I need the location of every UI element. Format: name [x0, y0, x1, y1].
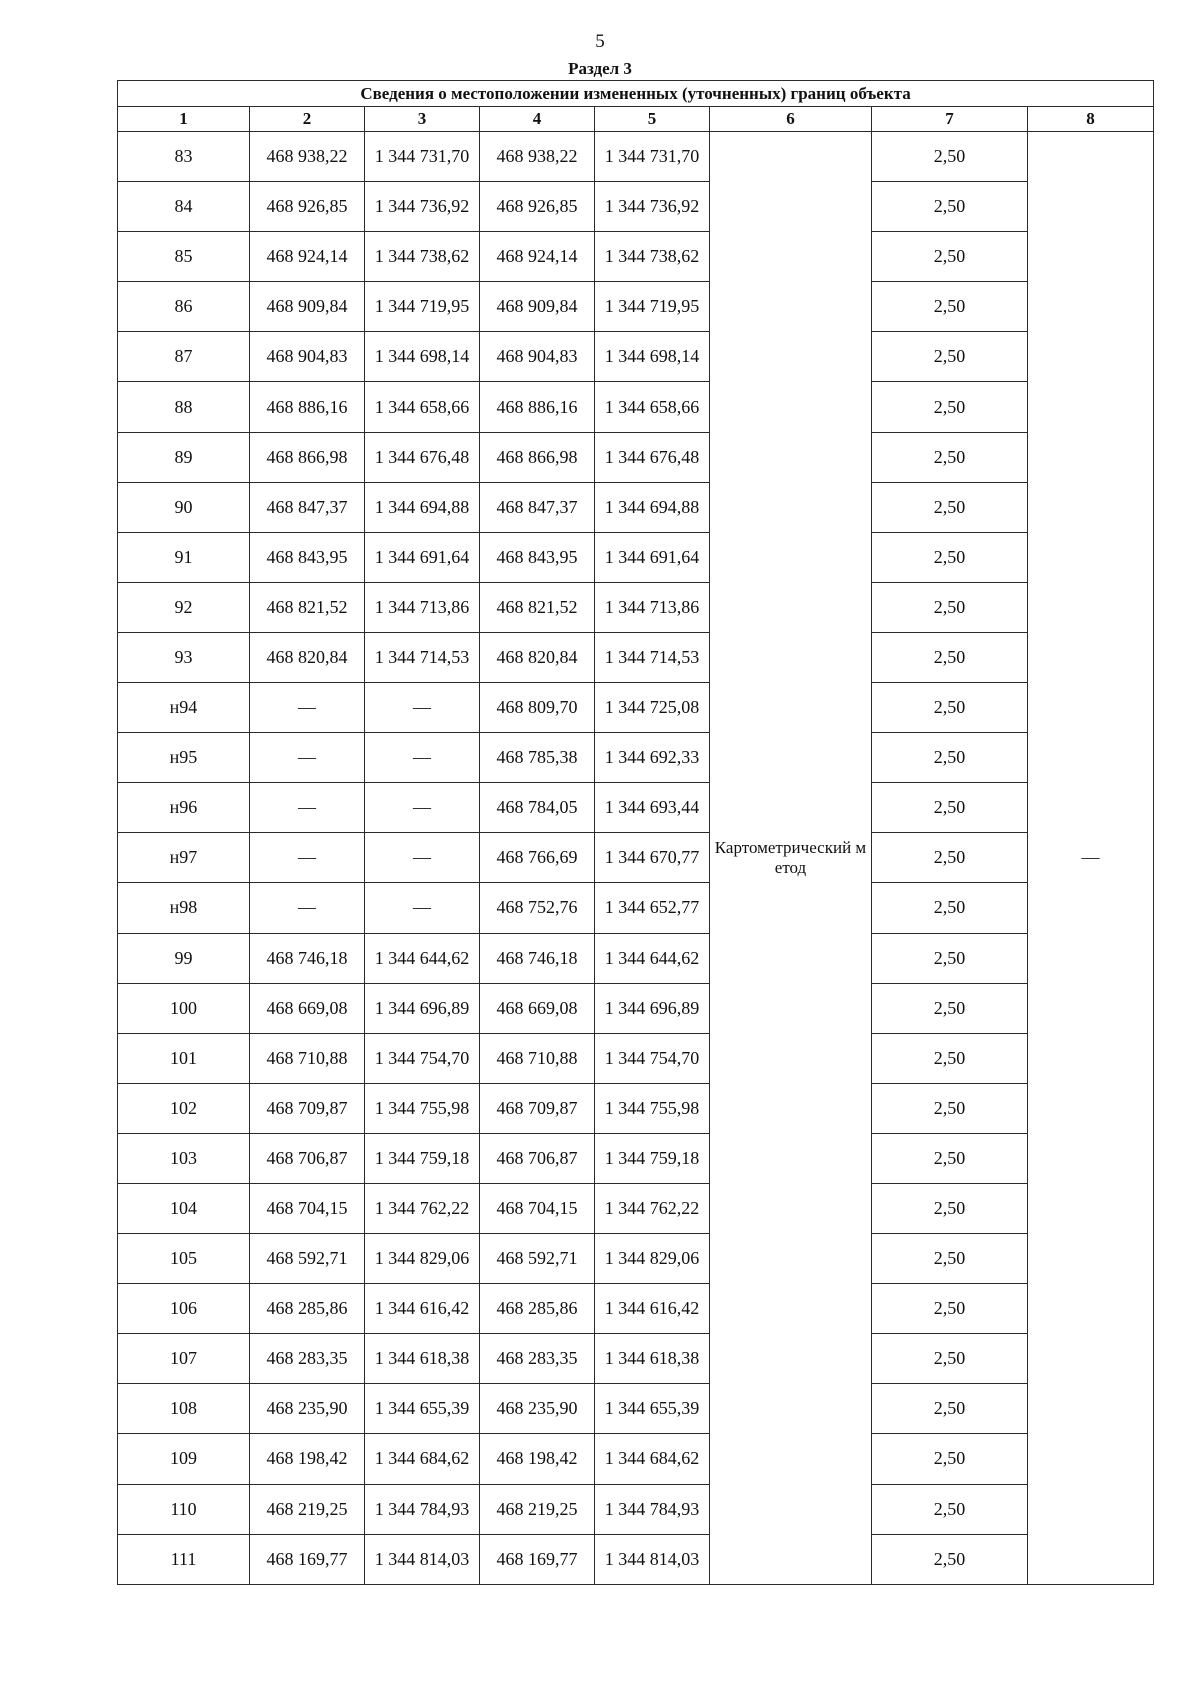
table-row: [118, 382, 1154, 432]
refined-x-cell: 468 924,14: [480, 232, 595, 282]
column-number: 8: [1028, 107, 1154, 132]
refined-x-cell: 468 592,71: [480, 1234, 595, 1284]
refined-y-cell: 1 344 691,64: [595, 532, 710, 582]
table-row: [118, 582, 1154, 632]
refined-y-cell: 1 344 618,38: [595, 1334, 710, 1384]
refined-y-cell: 1 344 652,77: [595, 883, 710, 933]
method-cell: Картометрический метод: [710, 132, 872, 1585]
accuracy-cell: 2,50: [872, 432, 1028, 482]
accuracy-cell: 2,50: [872, 282, 1028, 332]
existing-y-cell: —: [365, 733, 480, 783]
accuracy-cell: 2,50: [872, 983, 1028, 1033]
table-row: [118, 883, 1154, 933]
refined-y-cell: 1 344 759,18: [595, 1133, 710, 1183]
refined-x-cell: 468 669,08: [480, 983, 595, 1033]
accuracy-cell: 2,50: [872, 1284, 1028, 1334]
existing-x-cell: 468 198,42: [250, 1434, 365, 1484]
refined-x-cell: 468 219,25: [480, 1484, 595, 1534]
existing-x-cell: 468 843,95: [250, 532, 365, 582]
refined-x-cell: 468 886,16: [480, 382, 595, 432]
existing-x-cell: 468 821,52: [250, 582, 365, 632]
existing-x-cell: 468 909,84: [250, 282, 365, 332]
refined-x-cell: 468 706,87: [480, 1133, 595, 1183]
refined-x-cell: 468 710,88: [480, 1033, 595, 1083]
point-number-cell: 91: [118, 532, 250, 582]
table-row: [118, 1133, 1154, 1183]
table-row: [118, 983, 1154, 1033]
column-number: 2: [250, 107, 365, 132]
refined-y-cell: 1 344 762,22: [595, 1183, 710, 1233]
existing-y-cell: 1 344 713,86: [365, 582, 480, 632]
refined-y-cell: 1 344 655,39: [595, 1384, 710, 1434]
table-row: [118, 532, 1154, 582]
accuracy-cell: 2,50: [872, 132, 1028, 182]
refined-y-cell: 1 344 670,77: [595, 833, 710, 883]
refined-x-cell: 468 784,05: [480, 783, 595, 833]
existing-y-cell: 1 344 691,64: [365, 532, 480, 582]
point-number-cell: н98: [118, 883, 250, 933]
table-row: [118, 733, 1154, 783]
accuracy-cell: 2,50: [872, 532, 1028, 582]
refined-y-cell: 1 344 698,14: [595, 332, 710, 382]
existing-y-cell: 1 344 698,14: [365, 332, 480, 382]
existing-y-cell: 1 344 754,70: [365, 1033, 480, 1083]
section-title: Раздел 3: [568, 59, 632, 78]
existing-x-cell: 468 710,88: [250, 1033, 365, 1083]
refined-y-cell: 1 344 713,86: [595, 582, 710, 632]
accuracy-cell: 2,50: [872, 733, 1028, 783]
existing-x-cell: 468 669,08: [250, 983, 365, 1033]
table-row: [118, 1534, 1154, 1584]
existing-y-cell: 1 344 618,38: [365, 1334, 480, 1384]
table-row: [118, 432, 1154, 482]
point-number-cell: н94: [118, 683, 250, 733]
refined-x-cell: 468 909,84: [480, 282, 595, 332]
point-number-cell: 88: [118, 382, 250, 432]
point-number-cell: н96: [118, 783, 250, 833]
existing-x-cell: 468 847,37: [250, 482, 365, 532]
point-number-cell: 111: [118, 1534, 250, 1584]
point-number-cell: 86: [118, 282, 250, 332]
refined-y-cell: 1 344 731,70: [595, 132, 710, 182]
existing-x-cell: —: [250, 733, 365, 783]
table-row: [118, 1384, 1154, 1434]
refined-x-cell: 468 235,90: [480, 1384, 595, 1434]
refined-x-cell: 468 820,84: [480, 632, 595, 682]
existing-y-cell: 1 344 658,66: [365, 382, 480, 432]
refined-y-cell: 1 344 692,33: [595, 733, 710, 783]
accuracy-cell: 2,50: [872, 632, 1028, 682]
accuracy-cell: 2,50: [872, 1534, 1028, 1584]
existing-x-cell: 468 886,16: [250, 382, 365, 432]
table-row: [118, 1434, 1154, 1484]
table-row: [118, 1334, 1154, 1384]
existing-x-cell: —: [250, 783, 365, 833]
accuracy-cell: 2,50: [872, 1083, 1028, 1133]
existing-y-cell: —: [365, 833, 480, 883]
page-number: 5: [595, 31, 605, 52]
point-number-cell: н97: [118, 833, 250, 883]
accuracy-cell: 2,50: [872, 382, 1028, 432]
accuracy-cell: 2,50: [872, 1484, 1028, 1534]
existing-x-cell: 468 866,98: [250, 432, 365, 482]
existing-x-cell: 468 706,87: [250, 1133, 365, 1183]
point-number-cell: 84: [118, 182, 250, 232]
refined-y-cell: 1 344 694,88: [595, 482, 710, 532]
refined-y-cell: 1 344 676,48: [595, 432, 710, 482]
point-number-cell: 83: [118, 132, 250, 182]
table-row: [118, 232, 1154, 282]
table-row: [118, 332, 1154, 382]
refined-x-cell: 468 169,77: [480, 1534, 595, 1584]
existing-y-cell: —: [365, 783, 480, 833]
refined-y-cell: 1 344 736,92: [595, 182, 710, 232]
point-number-cell: 107: [118, 1334, 250, 1384]
existing-y-cell: 1 344 755,98: [365, 1083, 480, 1133]
existing-x-cell: 468 746,18: [250, 933, 365, 983]
coordinates-table: [117, 80, 1154, 1585]
note-cell: —: [1028, 132, 1154, 1585]
table-row: [118, 1484, 1154, 1534]
point-number-cell: 93: [118, 632, 250, 682]
table-row: [118, 632, 1154, 682]
refined-x-cell: 468 926,85: [480, 182, 595, 232]
refined-y-cell: 1 344 693,44: [595, 783, 710, 833]
refined-x-cell: 468 704,15: [480, 1183, 595, 1233]
accuracy-cell: 2,50: [872, 1133, 1028, 1183]
existing-y-cell: 1 344 655,39: [365, 1384, 480, 1434]
existing-y-cell: 1 344 762,22: [365, 1183, 480, 1233]
table-row: [118, 933, 1154, 983]
table-row: [118, 182, 1154, 232]
table-row: [118, 1083, 1154, 1133]
point-number-cell: 105: [118, 1234, 250, 1284]
existing-x-cell: —: [250, 833, 365, 883]
column-number: 3: [365, 107, 480, 132]
table-row: [118, 1284, 1154, 1334]
accuracy-cell: 2,50: [872, 1033, 1028, 1083]
existing-x-cell: 468 285,86: [250, 1284, 365, 1334]
existing-y-cell: 1 344 736,92: [365, 182, 480, 232]
refined-x-cell: 468 746,18: [480, 933, 595, 983]
table-row: [118, 1183, 1154, 1233]
existing-x-cell: 468 820,84: [250, 632, 365, 682]
existing-y-cell: 1 344 784,93: [365, 1484, 480, 1534]
point-number-cell: 110: [118, 1484, 250, 1534]
refined-y-cell: 1 344 658,66: [595, 382, 710, 432]
point-number-cell: 101: [118, 1033, 250, 1083]
accuracy-cell: 2,50: [872, 1384, 1028, 1434]
point-number-cell: 100: [118, 983, 250, 1033]
point-number-cell: н95: [118, 733, 250, 783]
point-number-cell: 109: [118, 1434, 250, 1484]
existing-y-cell: 1 344 694,88: [365, 482, 480, 532]
existing-x-cell: —: [250, 883, 365, 933]
accuracy-cell: 2,50: [872, 933, 1028, 983]
table-row: [118, 783, 1154, 833]
refined-x-cell: 468 198,42: [480, 1434, 595, 1484]
refined-x-cell: 468 285,86: [480, 1284, 595, 1334]
accuracy-cell: 2,50: [872, 1183, 1028, 1233]
point-number-cell: 106: [118, 1284, 250, 1334]
column-number-row: [118, 107, 1154, 132]
refined-x-cell: 468 752,76: [480, 883, 595, 933]
existing-y-cell: —: [365, 883, 480, 933]
existing-y-cell: 1 344 714,53: [365, 632, 480, 682]
point-number-cell: 92: [118, 582, 250, 632]
existing-y-cell: 1 344 684,62: [365, 1434, 480, 1484]
existing-x-cell: 468 704,15: [250, 1183, 365, 1233]
point-number-cell: 102: [118, 1083, 250, 1133]
refined-x-cell: 468 847,37: [480, 482, 595, 532]
point-number-cell: 89: [118, 432, 250, 482]
accuracy-cell: 2,50: [872, 482, 1028, 532]
existing-x-cell: 468 904,83: [250, 332, 365, 382]
refined-x-cell: 468 938,22: [480, 132, 595, 182]
existing-x-cell: 468 169,77: [250, 1534, 365, 1584]
accuracy-cell: 2,50: [872, 1434, 1028, 1484]
existing-y-cell: 1 344 731,70: [365, 132, 480, 182]
existing-y-cell: 1 344 696,89: [365, 983, 480, 1033]
point-number-cell: 85: [118, 232, 250, 282]
point-number-cell: 99: [118, 933, 250, 983]
existing-x-cell: 468 235,90: [250, 1384, 365, 1434]
accuracy-cell: 2,50: [872, 683, 1028, 733]
table-row: [118, 282, 1154, 332]
point-number-cell: 90: [118, 482, 250, 532]
refined-y-cell: 1 344 754,70: [595, 1033, 710, 1083]
refined-y-cell: 1 344 719,95: [595, 282, 710, 332]
column-number: 1: [118, 107, 250, 132]
existing-y-cell: 1 344 644,62: [365, 933, 480, 983]
column-number: 6: [710, 107, 872, 132]
existing-x-cell: 468 924,14: [250, 232, 365, 282]
table-row: [118, 482, 1154, 532]
refined-y-cell: 1 344 829,06: [595, 1234, 710, 1284]
refined-y-cell: 1 344 725,08: [595, 683, 710, 733]
accuracy-cell: 2,50: [872, 582, 1028, 632]
column-number: 7: [872, 107, 1028, 132]
accuracy-cell: 2,50: [872, 783, 1028, 833]
existing-y-cell: 1 344 829,06: [365, 1234, 480, 1284]
column-number: 4: [480, 107, 595, 132]
refined-x-cell: 468 904,83: [480, 332, 595, 382]
existing-x-cell: 468 283,35: [250, 1334, 365, 1384]
refined-y-cell: 1 344 755,98: [595, 1083, 710, 1133]
accuracy-cell: 2,50: [872, 833, 1028, 883]
point-number-cell: 103: [118, 1133, 250, 1183]
refined-y-cell: 1 344 784,93: [595, 1484, 710, 1534]
accuracy-cell: 2,50: [872, 1334, 1028, 1384]
refined-x-cell: 468 766,69: [480, 833, 595, 883]
point-number-cell: 87: [118, 332, 250, 382]
point-number-cell: 104: [118, 1183, 250, 1233]
existing-x-cell: 468 709,87: [250, 1083, 365, 1133]
existing-y-cell: 1 344 616,42: [365, 1284, 480, 1334]
table-row: [118, 1234, 1154, 1284]
refined-y-cell: 1 344 814,03: [595, 1534, 710, 1584]
refined-x-cell: 468 821,52: [480, 582, 595, 632]
refined-y-cell: 1 344 738,62: [595, 232, 710, 282]
refined-x-cell: 468 283,35: [480, 1334, 595, 1384]
existing-x-cell: 468 926,85: [250, 182, 365, 232]
point-number-cell: 108: [118, 1384, 250, 1434]
refined-y-cell: 1 344 616,42: [595, 1284, 710, 1334]
existing-y-cell: 1 344 814,03: [365, 1534, 480, 1584]
refined-x-cell: 468 785,38: [480, 733, 595, 783]
existing-x-cell: —: [250, 683, 365, 733]
table-row: [118, 833, 1154, 883]
table-body: [118, 132, 1154, 1585]
table-row: [118, 132, 1154, 182]
existing-x-cell: 468 592,71: [250, 1234, 365, 1284]
refined-y-cell: 1 344 714,53: [595, 632, 710, 682]
existing-y-cell: —: [365, 683, 480, 733]
refined-x-cell: 468 809,70: [480, 683, 595, 733]
column-number: 5: [595, 107, 710, 132]
accuracy-cell: 2,50: [872, 1234, 1028, 1284]
refined-y-cell: 1 344 684,62: [595, 1434, 710, 1484]
refined-y-cell: 1 344 644,62: [595, 933, 710, 983]
refined-y-cell: 1 344 696,89: [595, 983, 710, 1033]
accuracy-cell: 2,50: [872, 332, 1028, 382]
existing-x-cell: 468 938,22: [250, 132, 365, 182]
existing-y-cell: 1 344 738,62: [365, 232, 480, 282]
existing-y-cell: 1 344 759,18: [365, 1133, 480, 1183]
table-row: [118, 1033, 1154, 1083]
existing-x-cell: 468 219,25: [250, 1484, 365, 1534]
existing-y-cell: 1 344 719,95: [365, 282, 480, 332]
refined-x-cell: 468 709,87: [480, 1083, 595, 1133]
accuracy-cell: 2,50: [872, 883, 1028, 933]
table-caption: Сведения о местоположении измененных (уточненных) границ объекта: [118, 81, 1154, 107]
table-row: [118, 683, 1154, 733]
refined-x-cell: 468 866,98: [480, 432, 595, 482]
existing-y-cell: 1 344 676,48: [365, 432, 480, 482]
accuracy-cell: 2,50: [872, 182, 1028, 232]
refined-x-cell: 468 843,95: [480, 532, 595, 582]
accuracy-cell: 2,50: [872, 232, 1028, 282]
